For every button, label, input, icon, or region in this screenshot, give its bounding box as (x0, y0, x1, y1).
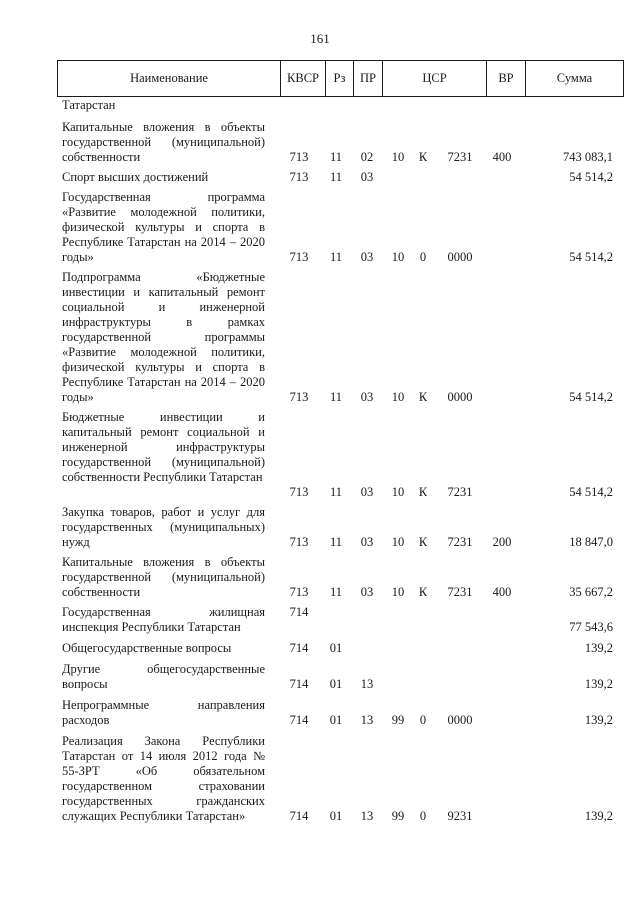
cell-csr-program: 99 (391, 809, 405, 823)
row-name: Капитальные вложения в объекты государственной (муниципальной) собственности (62, 120, 265, 164)
cell-csr-direction: 7231 (447, 485, 473, 499)
table-row (0, 170, 640, 185)
header-rz: Рз (333, 71, 346, 85)
table-row (0, 270, 640, 405)
row-name: Подпрограмма «Бюджетные инвестиции и капитальный ремонт социальной и инженерной инфраструктуры в рамках государственной программы «Развитие молодежной политики, физической культуры и спорта в Республике Татарстан на 2014 – 2020 годы» (62, 270, 265, 404)
table-row (0, 662, 640, 692)
table-row (0, 98, 640, 113)
cell-rz: 01 (329, 641, 343, 655)
row-name: Капитальные вложения в объекты государственной (муниципальной) собственности (62, 555, 265, 599)
cell-kvsr: 713 (289, 170, 309, 184)
cell-kvsr: 713 (289, 535, 309, 549)
table-row (0, 410, 640, 500)
cell-sum: 54 514,2 (569, 170, 613, 184)
row-name: Государственная программа «Развитие молодежной политики, физической культуры и спорта в Республике Татарстан на 2014 – 2020 годы» (62, 190, 265, 264)
cell-vr: 200 (492, 535, 512, 549)
cell-sum: 54 514,2 (569, 250, 613, 264)
cell-rz: 11 (329, 585, 343, 599)
cell-sum: 743 083,1 (563, 150, 613, 164)
header-name: Наименование (130, 71, 208, 85)
table-row (0, 698, 640, 728)
cell-rz: 01 (329, 677, 343, 691)
cell-kvsr: 713 (289, 150, 309, 164)
cell-kvsr: 714 (289, 809, 309, 823)
cell-kvsr: 714 (289, 641, 309, 655)
cell-rz: 11 (329, 170, 343, 184)
cell-csr-direction: 0000 (447, 250, 473, 264)
cell-kvsr: 714 (289, 605, 309, 619)
row-name: Спорт высших достижений (62, 170, 209, 184)
cell-csr-program: 10 (391, 150, 405, 164)
cell-sum: 18 847,0 (569, 535, 613, 549)
cell-vr: 400 (492, 150, 512, 164)
cell-csr-program: 10 (391, 485, 405, 499)
row-name: Государственная жилищная инспекция Республики Татарстан (62, 605, 265, 634)
cell-csr-program: 10 (391, 585, 405, 599)
page-number: 161 (310, 31, 330, 46)
table-row (0, 505, 640, 550)
cell-pr: 03 (360, 585, 374, 599)
cell-pr: 03 (360, 250, 374, 264)
cell-csr-direction: 7231 (447, 535, 473, 549)
cell-sum: 35 667,2 (569, 585, 613, 599)
row-name: Общегосударственные вопросы (62, 641, 232, 655)
row-name: Закупка товаров, работ и услуг для государственных (муниципальных) нужд (62, 505, 265, 549)
cell-rz: 11 (329, 390, 343, 404)
cell-kvsr: 714 (289, 677, 309, 691)
cell-csr-subprogram: К (418, 150, 428, 164)
header-sum: Сумма (556, 71, 593, 85)
cell-rz: 11 (329, 485, 343, 499)
cell-pr: 03 (360, 535, 374, 549)
row-name: Реализация Закона Республики Татарстан от 14 июля 2012 года № 55-ЗРТ «Об обязательном государственном страховании государственных гражданских служащих Республики Татарстан» (62, 734, 265, 823)
cell-sum: 54 514,2 (569, 390, 613, 404)
table-row (0, 555, 640, 600)
table-row (0, 120, 640, 165)
header-kvsr: КВСР (287, 71, 319, 85)
cell-pr: 03 (360, 485, 374, 499)
table-row (0, 605, 640, 635)
cell-csr-subprogram: К (418, 485, 428, 499)
cell-sum: 139,2 (584, 641, 613, 655)
cell-csr-subprogram: К (418, 390, 428, 404)
row-name: Бюджетные инвестиции и капитальный ремонт социальной и инженерной инфраструктуры государственной (муниципальной) собственности Республики Татарстан (62, 410, 265, 484)
cell-rz: 11 (329, 535, 343, 549)
table-header (57, 60, 624, 97)
table-row (0, 641, 640, 656)
cell-csr-subprogram: 0 (419, 250, 427, 264)
cell-csr-direction: 0000 (447, 713, 473, 727)
cell-csr-subprogram: К (418, 535, 428, 549)
cell-sum: 77 543,6 (569, 620, 613, 634)
cell-csr-direction: 7231 (447, 150, 473, 164)
header-pr: ПР (360, 71, 376, 85)
cell-rz: 01 (329, 809, 343, 823)
table-row (0, 190, 640, 265)
cell-csr-subprogram: К (418, 585, 428, 599)
cell-pr: 03 (360, 170, 374, 184)
cell-kvsr: 713 (289, 485, 309, 499)
cell-csr-subprogram: 0 (419, 809, 427, 823)
header-csr: ЦСР (422, 71, 447, 85)
cell-csr-direction: 0000 (447, 390, 473, 404)
cell-pr: 02 (360, 150, 374, 164)
cell-csr-program: 10 (391, 390, 405, 404)
cell-pr: 13 (360, 809, 374, 823)
cell-kvsr: 714 (289, 713, 309, 727)
header-vr: ВР (498, 71, 514, 85)
cell-csr-direction: 7231 (447, 585, 473, 599)
cell-pr: 13 (360, 677, 374, 691)
cell-csr-program: 10 (391, 250, 405, 264)
cell-vr: 400 (492, 585, 512, 599)
table-row (0, 734, 640, 824)
cell-sum: 139,2 (584, 677, 613, 691)
cell-rz: 01 (329, 713, 343, 727)
row-name: Другие общегосударственные вопросы (62, 662, 265, 691)
cell-kvsr: 713 (289, 585, 309, 599)
cell-rz: 11 (329, 250, 343, 264)
cell-pr: 03 (360, 390, 374, 404)
cell-rz: 11 (329, 150, 343, 164)
cell-csr-program: 10 (391, 535, 405, 549)
row-name: Непрограммные направления расходов (62, 698, 265, 727)
cell-csr-subprogram: 0 (419, 713, 427, 727)
cell-kvsr: 713 (289, 250, 309, 264)
cell-sum: 139,2 (584, 809, 613, 823)
cell-kvsr: 713 (289, 390, 309, 404)
cell-sum: 54 514,2 (569, 485, 613, 499)
cell-sum: 139,2 (584, 713, 613, 727)
row-name: Татарстан (62, 98, 116, 112)
cell-csr-program: 99 (391, 713, 405, 727)
cell-pr: 13 (360, 713, 374, 727)
cell-csr-direction: 9231 (447, 809, 473, 823)
